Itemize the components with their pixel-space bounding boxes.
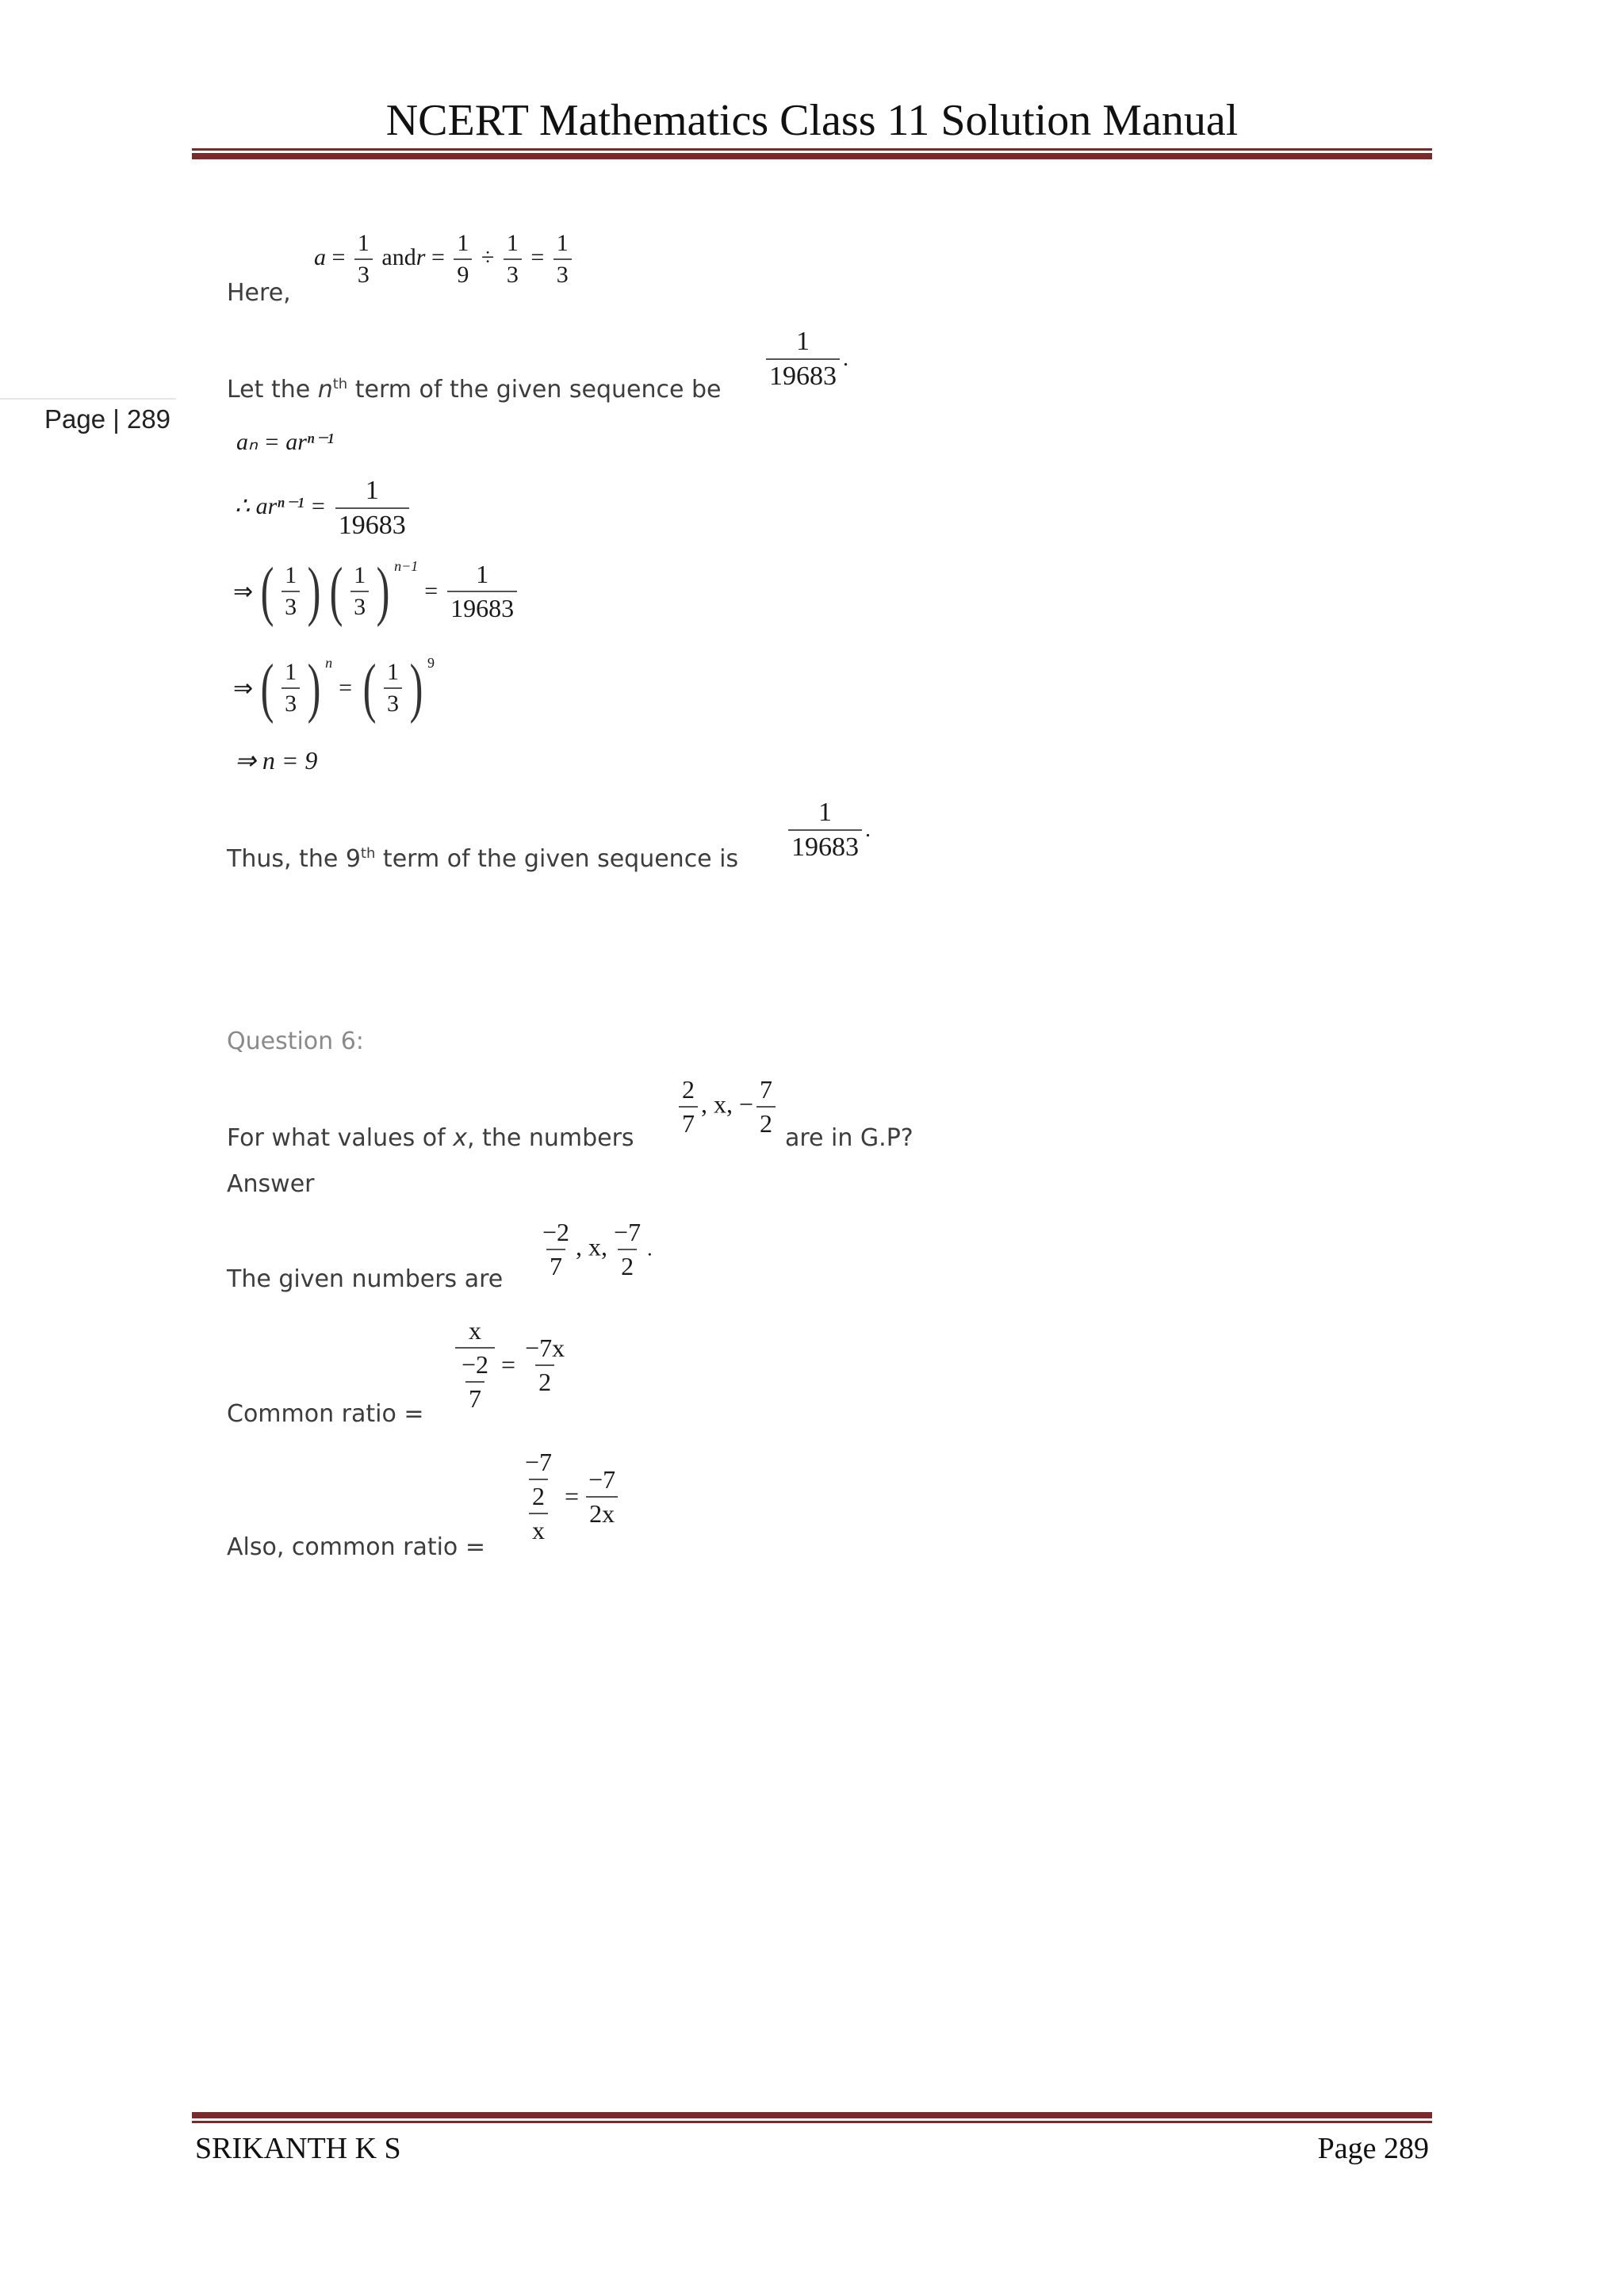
common-ratio-expression: $\frac{x}{\frac{-2}{7}}$ = $\frac{-7x}{2}$ <box>452 1316 571 1414</box>
header-rule-thick <box>192 153 1432 159</box>
footer-rule-thin <box>192 2121 1432 2123</box>
given-numbers: $\frac{-2}{7}$ , x, $\frac{-7}{2}$ . <box>542 1218 653 1280</box>
formula-step-2: ∴ arⁿ⁻¹ = $\frac{1}{19683}$ <box>235 476 412 541</box>
footer-page-number: Page 289 <box>1317 2132 1429 2165</box>
formula-step-4: ⇒ ( $\frac{1}{3}$ ) $^n$ = ( $\frac{1}{3}$ ) $^9$ <box>233 651 435 725</box>
nth-term-fraction: $\frac{1}{19683}$ . <box>763 327 848 392</box>
question-text: For what values of x, the numbers <box>227 1124 634 1152</box>
page-header-title: NCERT Mathematics Class 11 Solution Manual <box>385 96 1239 145</box>
question-text-end: are in G.P? <box>785 1124 914 1152</box>
side-divider <box>0 398 176 400</box>
given-numbers-label: The given numbers are <box>227 1265 504 1293</box>
here-label: Here, <box>227 279 291 307</box>
thus-sentence: Thus, the 9th term of the given sequence is <box>227 845 739 873</box>
thus-fraction: $\frac{1}{19683}$ . <box>785 798 871 863</box>
here-expression: a = $\frac{1}{3}$ andr = $\frac{1}{9}$ ÷ $\frac{1}{3}$ = $\frac{1}{3}$ <box>314 230 575 289</box>
header-rule-thin <box>192 148 1432 151</box>
also-common-ratio-expression: $\frac{\frac{-7}{2}}{x}$ = $\frac{-7}{2x}$ <box>515 1448 622 1545</box>
question-heading: Question 6: <box>227 1027 364 1055</box>
side-page-label: Page | 289 <box>44 404 171 434</box>
also-common-ratio-label: Also, common ratio = <box>227 1533 485 1561</box>
formula-general-term: aₙ = arⁿ⁻¹ <box>236 429 335 455</box>
question-numbers: $\frac{2}{7}$ , x, − $\frac{7}{2}$ <box>676 1075 779 1138</box>
formula-step-5: ⇒ n = 9 <box>235 746 318 775</box>
nth-term-sentence: Let the $n^{th}$ term of the given sequence be <box>227 376 722 404</box>
common-ratio-label: Common ratio = <box>227 1400 424 1428</box>
footer-rule-thick <box>192 2112 1432 2118</box>
footer-author: SRIKANTH K S <box>195 2132 401 2165</box>
formula-step-3: ⇒ ( $\frac{1}{3}$ ) ( $\frac{1}{3}$ ) $^{n-1}$ = $\frac{1}{19683}$ <box>233 558 520 625</box>
answer-label: Answer <box>227 1170 315 1198</box>
